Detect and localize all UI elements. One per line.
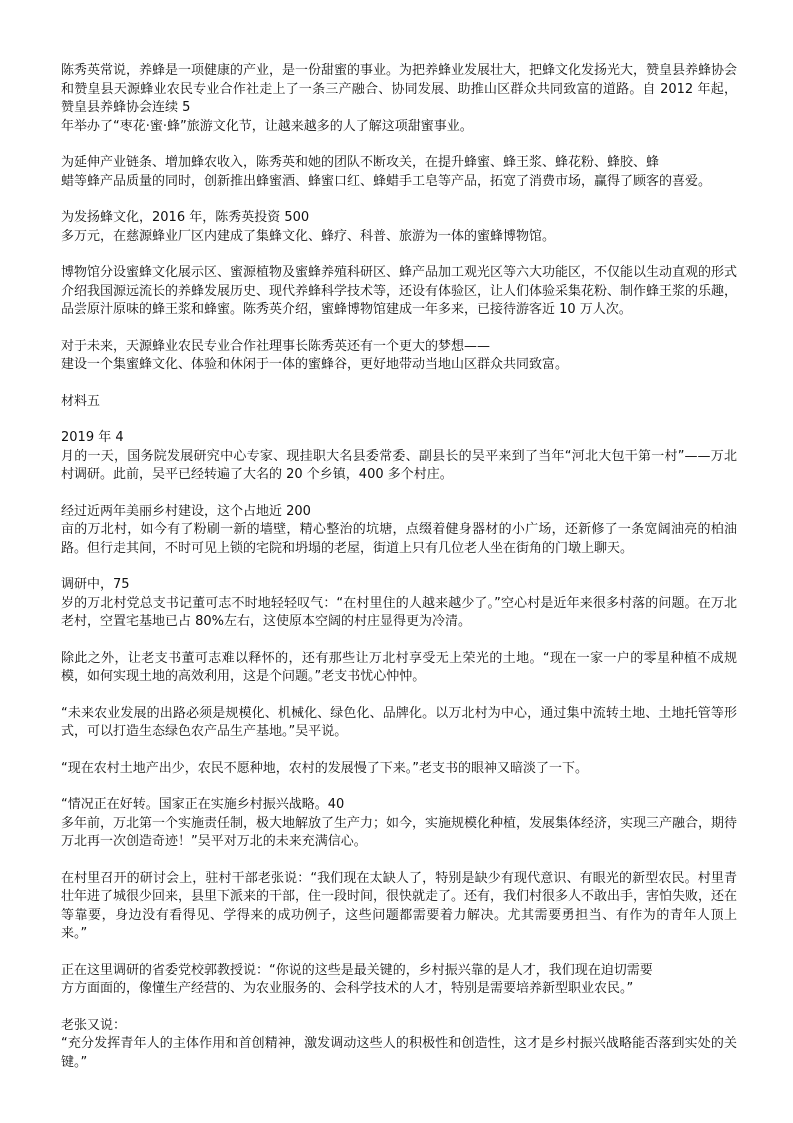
paragraph-line: 多年前，万北第一个实施责任制，极大地解放了生产力；如今，实施规模化种植，发展集体经济，实现三产融合，期待万北再一次创造奇迹！”吴平对万北的未来充满信心。 [61,815,738,849]
paragraph [61,338,737,375]
paragraph [61,962,737,999]
paragraph-line: “充分发挥青年人的主体作用和首创精神，激发调动这些人的积极性和创造性，这才是乡村振兴战略能否落到实处的关键。” [61,1036,737,1070]
paragraph [61,1017,737,1073]
paragraph [61,264,737,320]
paragraph-line: 经过近两年美丽乡村建设，这个占地近 200 [61,503,311,519]
paragraph-line: 岁的万北村党总支书记董可志不时地轻轻叹气：“在村里住的人越来越少了。”空心村是近年来很多村落的问题。在万北老村，空置宅基地已占 80%左右，这使原本空阔的村庄显得更为冷清。 [61,595,737,629]
paragraph-line: 除此之外，让老支书董可志难以释怀的，还有那些让万北村享受无上荣光的土地。“现在一家一户的零星种植不成规模，如何实现土地的高效利用，这是个问题。”老支书忧心忡忡。 [61,650,737,684]
paragraph-line: 在村里召开的研讨会上，驻村干部老张说：“我们现在太缺人了，特别是缺少有现代意识、有眼光的新型农民。村里青壮年进了城很少回来，县里下派来的干部，住一段时间，很快就走了。还有，我们村很多人不敢出手，害怕失败，还在等靠要，身边没有看得见、学得来的成功例子，这些问题都需要着力解决。尤其需要勇担当、有作为的青年人顶上来。” [61,870,738,941]
section-heading [61,393,737,412]
paragraph-line: 2019 年 4 [61,430,124,445]
paragraph-line: 年举办了“枣花·蜜·蜂”旅游文化节，让越来越多的人了解这项甜蜜事业。 [61,118,473,134]
paragraph [61,870,737,944]
paragraph-line: 为发扬蜂文化，2016 年，陈秀英投资 500 [61,210,310,225]
paragraph [61,576,737,632]
paragraph [61,429,737,485]
paragraph-line: 方方面面的，像懂生产经营的、为农业服务的、会科学技术的人才，特别是需要培养新型职业农民。” [61,981,634,996]
paragraph-line: 蜡等蜂产品质量的同时，创新推出蜂蜜酒、蜂蜜口红、蜂蜡手工皂等产品，拓宽了消费市场，赢得了顾客的喜爱。 [61,173,712,189]
paragraph-line: 亩的万北村，如今有了粉刷一新的墙壁，精心整治的坑塘，点缀着健身器材的小广场，还新修了一条宽阔油亮的柏油路。但行走其间，不时可见上锁的宅院和坍塌的老屋，街道上只有几位老人坐在街角的门墩上聊天。 [61,522,737,556]
paragraph-line: 调研中，75 [61,577,130,592]
paragraph-line: 陈秀英常说，养蜂是一项健康的产业，是一份甜蜜的事业。为把养蜂业发展壮大，把蜂文化发扬光大，赞皇县养蜂协会和赞皇县天源蜂业农民专业合作社走上了一条三产融合、协同发展、助推山区群众共同致富的道路。自 2012 年起，赞皇县养蜂协会连续 5 [61,63,738,115]
paragraph-line: 多万元，在慈源蜂业厂区内建成了集蜂文化、蜂疗、科普、旅游为一体的蜜蜂博物馆。 [61,228,556,244]
paragraph-line: 博物馆分设蜜蜂文化展示区、蜜源植物及蜜蜂养殖科研区、蜂产品加工观光区等六大功能区，不仅能以生动直观的形式介绍我国源远流长的养蜂发展历史、现代养蜂科学技术等，还设有体验区，让人们体验采集花粉、制作蜂王浆的乐趣，品尝原汁原味的蜂王浆和蜂蜜。陈秀英介绍，蜜蜂博物馆建成一年多来，已接待游客近 10 万人次。 [61,265,738,317]
paragraph-line: 对于未来，天源蜂业农民专业合作社理事长陈秀英还有一个更大的梦想—— [61,338,491,354]
paragraph-line: “现在农村土地产出少，农民不愿种地，农村的发展慢了下来。”老支书的眼神又暗淡了一下。 [61,760,588,776]
paragraph [61,796,737,852]
paragraph [61,705,737,742]
paragraph-line: 为延伸产业链条、增加蜂农收入，陈秀英和她的团队不断攻关，在提升蜂蜜、蜂王浆、蜂花粉、蜂胶、蜂 [61,155,660,170]
paragraph-line: “未来农业发展的出路必须是规模化、机械化、绿色化、品牌化。以万北村为中心，通过集中流转土地、土地托管等形式，可以打造生态绿色农产品生产基地。”吴平说。 [61,705,737,739]
paragraph [61,62,737,136]
paragraph-line: 正在这里调研的省委党校郭教授说：“你说的这些是最关键的，乡村振兴靠的是人才，我们现在迫切需要 [61,962,653,978]
paragraph-line: 老张又说： [61,1017,127,1033]
paragraph [61,209,737,246]
paragraph [61,503,737,559]
paragraph [61,154,737,191]
paragraph [61,650,737,687]
document-page [61,62,737,1090]
paragraph-line: 建设一个集蜜蜂文化、体验和休闲于一体的蜜蜂谷，更好地带动当地山区群众共同致富。 [61,357,569,372]
paragraph [61,760,737,779]
paragraph-line: 月的一天，国务院发展研究中心专家、现挂职大名县委常委、副县长的吴平来到了当年“河北大包干第一村”——万北村调研。此前，吴平已经转遍了大名的 20 个乡镇，400 多个村庄。 [61,448,737,482]
section-heading-text: 材料五 [61,393,101,409]
paragraph-line: “情况正在好转。国家正在实施乡村振兴战略。40 [61,797,345,812]
